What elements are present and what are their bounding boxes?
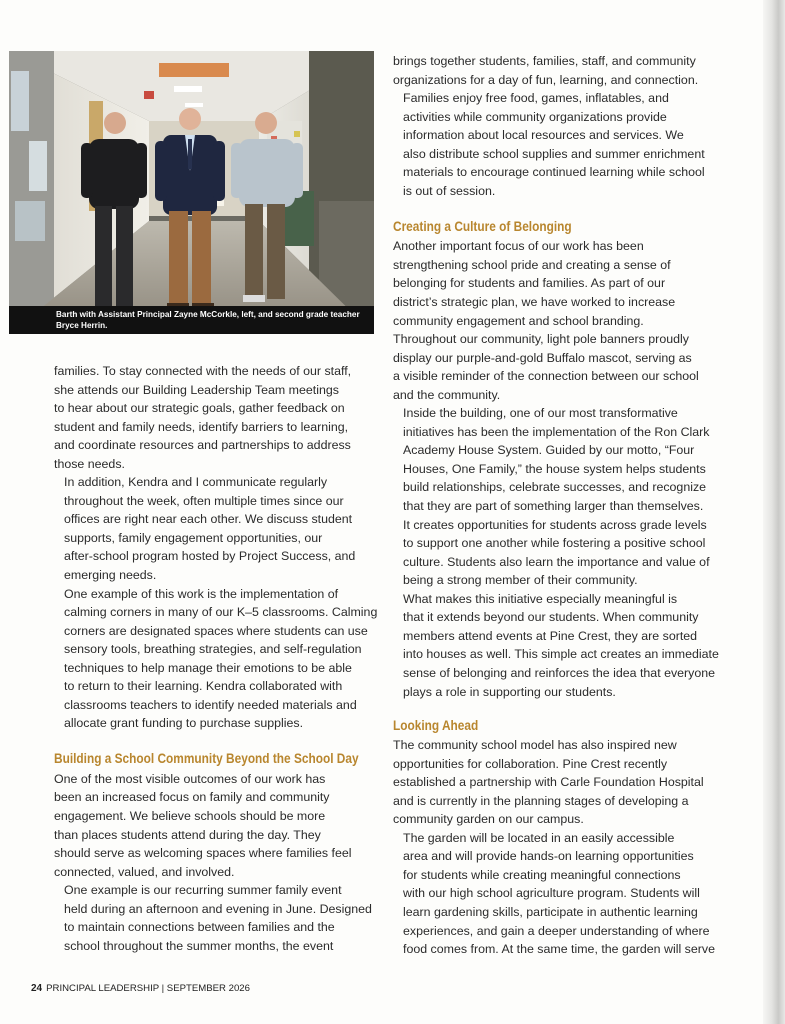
text-line: been an increased focus on family and community — [54, 790, 330, 805]
text-line: materials to encourage continued learning while school — [403, 165, 705, 180]
text-line: plays a role in supporting our students. — [403, 684, 616, 699]
text-line: allocate grant funding to purchase supplies. — [64, 716, 304, 731]
text-line: student and family needs, identify barriers to learning, — [54, 419, 349, 434]
paragraph — [393, 237, 713, 404]
text-line: activities while community organizations provide — [403, 109, 667, 124]
article-photo — [9, 51, 374, 334]
text-line: is out of session. — [403, 183, 496, 198]
text-line: corners are designated spaces where students can use — [64, 623, 368, 638]
publication-info: PRINCIPAL LEADERSHIP | SEPTEMBER 2026 — [46, 983, 250, 994]
page-footer — [31, 983, 250, 994]
text-line: belonging for students and families. As part of our — [393, 276, 666, 291]
text-line: emerging needs. — [64, 568, 157, 583]
paragraph — [393, 736, 713, 829]
text-line: to maintain connections between families and the — [64, 920, 335, 935]
scanned-page-edge — [763, 0, 785, 1024]
text-line: held during an afternoon and evening in June. Designed — [64, 901, 372, 916]
text-line: information about local resources and services. We — [403, 128, 684, 143]
text-line: that it extends beyond our students. When community — [403, 610, 699, 625]
text-line: build relationships, celebrate successes, and recognize — [403, 480, 707, 495]
text-line: One example is our recurring summer family event — [64, 883, 342, 898]
text-line: she attends our Building Leadership Team meetings — [54, 382, 339, 397]
right-column — [393, 52, 719, 959]
text-line: learn gardening skills, participate in authentic learning — [403, 904, 698, 919]
text-line: supports, family engagement opportunities, our — [64, 530, 323, 545]
text-line: Throughout our community, light pole banners proudly — [393, 332, 689, 347]
photo-caption — [9, 306, 374, 334]
text-line: brings together students, families, staff, and community — [393, 54, 696, 68]
section-heading: Building a School Community Beyond the School Day — [54, 750, 359, 766]
text-line: district’s strategic plan, we have worked to increase — [393, 295, 676, 310]
text-line: with our high school agriculture program. Students will — [403, 886, 700, 901]
text-line: opportunities for collaboration. Pine Crest recently — [393, 756, 668, 771]
text-line: classrooms teachers to identify needed materials and — [64, 697, 357, 712]
text-line: being a strong member of their community. — [403, 573, 638, 588]
text-line: should serve as welcoming spaces where families feel — [54, 846, 352, 861]
text-line: organizations for a day of fun, learning, and connection. — [393, 72, 699, 87]
text-line: community garden on our campus. — [393, 812, 584, 827]
text-line: and the community. — [393, 387, 501, 402]
text-line: to return to their learning. Kendra collaborated with — [64, 679, 343, 694]
text-line: display our purple-and-gold Buffalo mascot, serving as — [393, 350, 692, 365]
caption-line: Barth with Assistant Principal Zayne McCorkle, left, and second grade teacher — [56, 310, 360, 319]
paragraph — [54, 473, 370, 584]
paragraph — [393, 590, 719, 701]
text-line: area and will provide hands-on learning opportunities — [403, 849, 694, 864]
section-heading: Looking Ahead — [393, 718, 479, 734]
caption-line: Bryce Herrin. — [56, 320, 108, 330]
left-column — [54, 362, 378, 955]
text-line: for students while creating meaningful connections — [403, 867, 681, 882]
text-line: food comes from. At the same time, the garden will serve — [403, 942, 715, 957]
text-line: It creates opportunities for students across grade levels — [403, 517, 707, 532]
text-line: and coordinate resources and partnerships to address — [54, 438, 351, 453]
text-line: experiences, and gain a deeper understanding of where — [403, 923, 710, 938]
paragraph — [54, 881, 370, 955]
text-line: than places students attend during the day. They — [54, 827, 321, 842]
text-line: initiatives has been the implementation of the Ron Clark — [403, 424, 710, 439]
paragraph — [54, 585, 378, 733]
text-line: One example of this work is the implementation of — [64, 586, 339, 601]
text-line: engagement. We believe schools should be more — [54, 809, 326, 824]
text-line: techniques to help manage their emotions to be able — [64, 660, 352, 675]
paragraph — [393, 829, 713, 959]
paragraph — [393, 52, 713, 89]
text-line: sense of belonging and reinforces the idea that everyone — [403, 665, 716, 680]
text-line: One of the most visible outcomes of our work has — [54, 771, 326, 786]
paragraph — [54, 770, 370, 881]
text-line: What makes this initiative especially meaningful is — [403, 591, 678, 606]
text-line: to support one another while fostering a positive school — [403, 536, 706, 551]
text-line: offices are right near each other. We discuss student — [64, 512, 353, 527]
text-line: that they are part of something larger than themselves. — [403, 499, 704, 514]
text-line: culture. Students also learn the importance and value of — [403, 554, 710, 569]
text-line: sensory tools, breathing strategies, and self-regulation — [64, 642, 362, 657]
text-line: those needs. — [54, 456, 125, 471]
text-line: families. To stay connected with the needs of our staff, — [54, 364, 352, 378]
page-number: 24 — [31, 983, 43, 994]
section-heading: Creating a Culture of Belonging — [393, 219, 572, 235]
text-line: Academy House System. Guided by our motto, “Four — [403, 443, 695, 458]
paragraph — [393, 404, 713, 589]
text-line: The garden will be located in an easily accessible — [403, 830, 675, 845]
text-line: Another important focus of our work has been — [393, 239, 644, 254]
text-line: In addition, Kendra and I communicate regularly — [64, 475, 328, 490]
text-line: The community school model has also inspired new — [393, 738, 677, 753]
text-line: community engagement and school branding. — [393, 313, 644, 328]
text-line: calming corners in many of our K–5 classrooms. Calming — [64, 605, 378, 620]
text-line: into houses as well. This simple act creates an immediate — [403, 647, 719, 662]
paragraph — [54, 362, 370, 473]
text-line: strengthening school pride and creating a sense of — [393, 257, 671, 272]
text-line: members attend events at Pine Crest, they are sorted — [403, 628, 698, 643]
text-line: also distribute school supplies and summer enrichment — [403, 146, 705, 161]
text-line: Families enjoy free food, games, inflatables, and — [403, 91, 669, 106]
text-line: connected, valued, and involved. — [54, 864, 235, 879]
text-line: established a partnership with Carle Foundation Hospital — [393, 775, 704, 790]
text-line: school throughout the summer months, the event — [64, 938, 334, 953]
text-line: Houses, One Family,” the house system helps students — [403, 461, 706, 476]
text-line: throughout the week, often multiple times since our — [64, 493, 344, 508]
text-line: and is currently in the planning stages of developing a — [393, 793, 689, 808]
text-line: to hear about our strategic goals, gather feedback on — [54, 401, 345, 416]
paragraph — [393, 89, 713, 200]
text-line: Inside the building, one of our most transformative — [403, 406, 678, 421]
text-line: after-school program hosted by Project Success, and — [64, 549, 356, 564]
hallway-photo-illustration — [9, 51, 374, 334]
text-line: a visible reminder of the connection between our school — [393, 369, 699, 384]
